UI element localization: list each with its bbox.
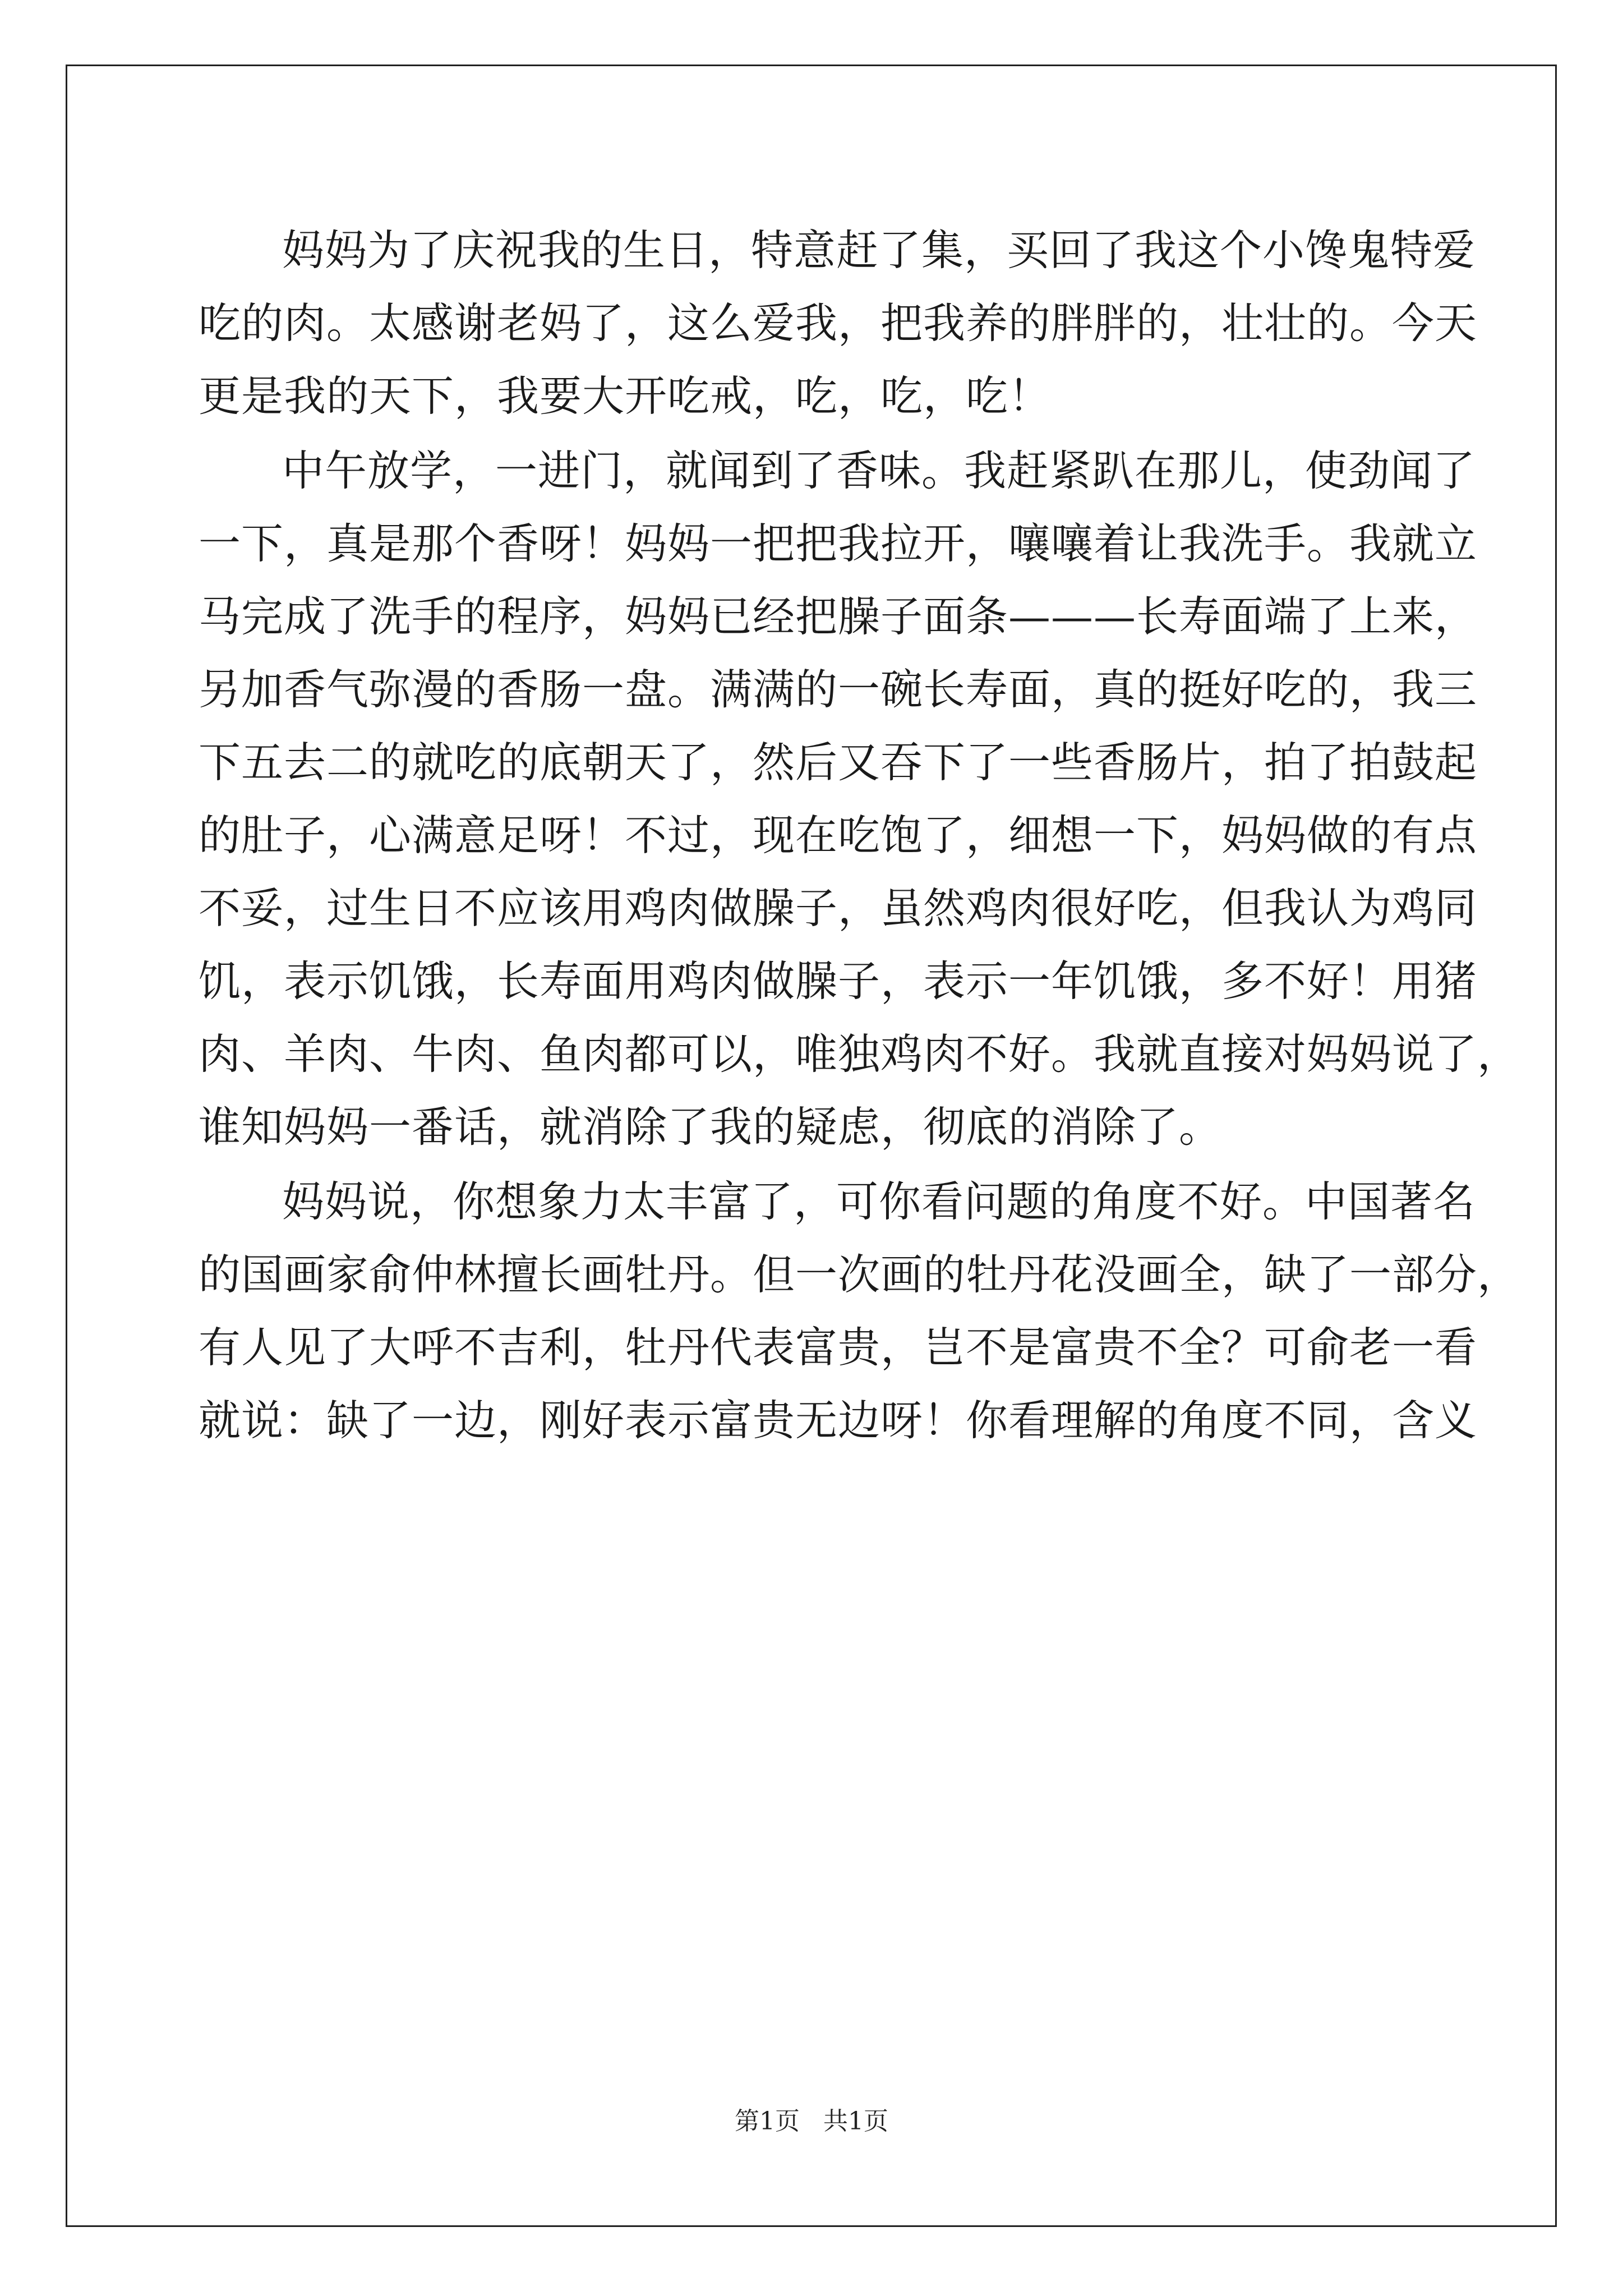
paragraph-3-line-3: 有人见了大呼不吉利，牡丹代表富贵，岂不是富贵不全？可俞老一看 [199,1323,1478,1372]
paragraph-2-line-3: 马完成了洗手的程序，妈妈已经把臊子面条———长寿面端了上来， [199,592,1478,641]
paragraph-1-line-1: 妈妈为了庆祝我的生日，特意赶了集，买回了我这个小馋鬼特爱 [282,226,1476,275]
paragraph-2-line-4: 另加香气弥漫的香肠一盘。满满的一碗长寿面，真的挺好吃的，我三 [199,665,1478,714]
paragraph-3-line-4: 就说：缺了一边，刚好表示富贵无边呀！你看理解的角度不同，含义 [199,1396,1478,1445]
paragraph-2-line-6: 的肚子，心满意足呀！不过，现在吃饱了，细想一下，妈妈做的有点 [199,811,1478,860]
paragraph-3-line-2: 的国画家俞仲林擅长画牡丹。但一次画的牡丹花没画全，缺了一部分， [199,1250,1520,1299]
page-number-footer: 第1页 共1页 [735,2107,888,2136]
paragraph-2-line-9: 肉、羊肉、牛肉、鱼肉都可以，唯独鸡肉不好。我就直接对妈妈说了， [199,1029,1520,1079]
paragraph-1-line-3: 更是我的天下，我要大开吃戒，吃，吃，吃！ [199,371,1052,421]
paragraph-2-line-10: 谁知妈妈一番话，就消除了我的疑虑，彻底的消除了。 [199,1102,1222,1152]
paragraph-2-line-8: 饥，表示饥饿，长寿面用鸡肉做臊子，表示一年饥饿，多不好！用猪 [199,956,1478,1006]
paragraph-2-line-2: 一下，真是那个香呀！妈妈一把把我拉开，嚷嚷着让我洗手。我就立 [199,519,1478,568]
paragraph-1-line-2: 吃的肉。太感谢老妈了，这么爱我，把我养的胖胖的，壮壮的。今天 [199,298,1478,348]
paragraph-2-line-1: 中午放学，一进门，就闻到了香味。我赶紧趴在那儿，使劲闻了 [282,446,1476,495]
paragraph-3-line-1: 妈妈说，你想象力太丰富了，可你看问题的角度不好。中国著名 [282,1177,1476,1226]
paragraph-2-line-7: 不妥，过生日不应该用鸡肉做臊子，虽然鸡肉很好吃，但我认为鸡同 [199,884,1478,933]
paragraph-2-line-5: 下五去二的就吃的底朝天了，然后又吞下了一些香肠片，拍了拍鼓起 [199,738,1478,787]
